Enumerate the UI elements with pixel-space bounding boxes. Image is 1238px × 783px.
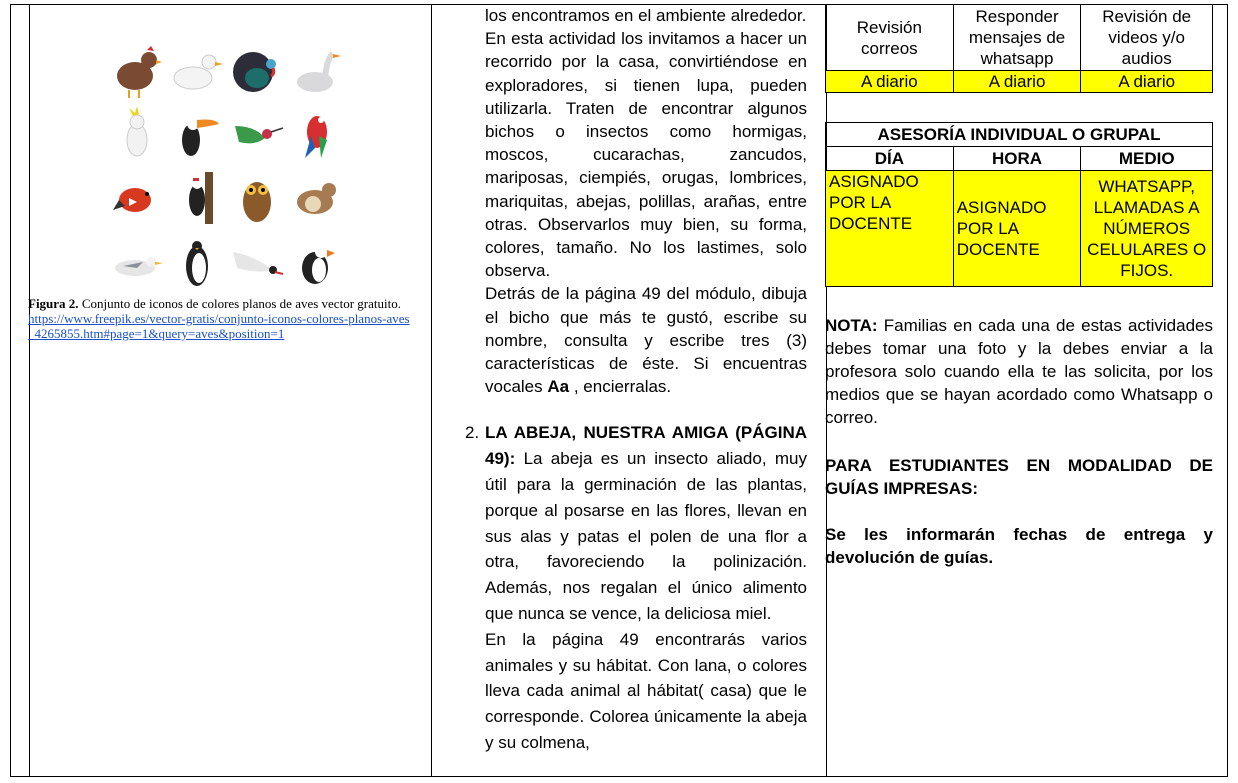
cockatoo-icon <box>109 106 165 162</box>
paragraph-text: , encierralas. <box>569 377 672 397</box>
column-divider <box>29 5 30 776</box>
puffin-icon <box>289 234 345 290</box>
woodpecker-icon <box>169 170 225 226</box>
crossbill-icon <box>109 170 165 226</box>
column-divider <box>431 5 432 776</box>
advisory-table <box>825 122 1213 287</box>
schedule-table <box>825 4 1213 93</box>
advisory-medium: WHATSAPP, LLAMADAS A NÚMEROS CELULARES O FIJOS. <box>1081 171 1213 287</box>
schedule-value: A diario <box>1081 71 1213 93</box>
hen-icon <box>109 44 165 100</box>
note <box>825 314 1213 429</box>
tern-icon <box>229 234 285 290</box>
paragraph: En la página 49 encontrarás varios animales y su hábitat. Con lana, o colores lleva cada animal al hábitat( casa) que le corresponde. Colorea únicamente la abeja y su colmena, <box>485 629 807 753</box>
paragraph: En esta actividad los invitamos a hacer un recorrido por la casa, convirtiéndose en exploradores, si tienen lupa, pueden utilizarla. Traten de encontrar algunos bichos o insectos como hormigas, moscos, cucarachas, zancudos, mariposas, ciempiés, orugas, lombrices, mariquitas, abejas, polillas, arañas, entre otras. Observarlos muy bien, su forma, colores, tamaño. No los lastimes, solo observa. <box>485 29 807 281</box>
paragraph-text: Detrás de la página 49 del módulo, dibuja el bicho que más te gustó, escribe su nombre, consulta y escribe tres (3) características de éste. Si encuentras vocales <box>485 284 807 397</box>
item-title: LA ABEJA, NUESTRA AMIGA (PÁGINA 49): <box>485 423 807 469</box>
list-item <box>465 420 807 626</box>
figure-caption-text: Conjunto de iconos de colores planos de aves vector gratuito. <box>81 296 401 311</box>
vowels-highlight: Aa <box>547 377 570 397</box>
hummingbird-icon <box>229 106 285 162</box>
paragraph: los encontramos en el ambiente alrededor. <box>485 6 807 25</box>
advisory-header: HORA <box>953 147 1081 171</box>
goose-icon <box>289 44 345 100</box>
schedule-value: A diario <box>953 71 1081 93</box>
note-text: Familias en cada una de estas actividades debes tomar una foto y la debes enviar a la profesora solo cuando ella te las solicita, por los medios que se hayan acordado como Whatsapp o correo. <box>825 316 1213 427</box>
schedule-header: Responder mensajes de whatsapp <box>953 5 1081 71</box>
owl-icon <box>229 170 285 226</box>
schedule-header: Revisión de videos y/o audios <box>1081 5 1213 71</box>
list-number: 2. <box>465 423 480 443</box>
figure-source-link[interactable]: https://www.freepik.es/vector-gratis/conjunto-iconos-colores-planos-aves_4265855.htm#page=1&query=aves&position=1 <box>28 311 410 341</box>
activity-text <box>465 4 807 756</box>
advisory-hour: ASIGNADO POR LA DOCENTE <box>953 171 1081 287</box>
duck-icon <box>169 44 225 100</box>
turkey-icon <box>229 44 285 100</box>
advisory-day: ASIGNADO POR LA DOCENTE <box>826 171 954 287</box>
birds-illustration <box>103 42 353 294</box>
macaw-icon <box>289 106 345 162</box>
item-text: La abeja es un insecto aliado, muy útil para la germinación de las plantas, porque al posarse en las flores, llevan en sus alas y patas el polen de una flor a otra, favoreciendo la polinización. Además, nos regalan el único alimento que nunca se vence, la deliciosa miel. <box>485 449 807 624</box>
penguin-icon <box>169 234 225 290</box>
advisory-title: ASESORÍA INDIVIDUAL O GRUPAL <box>826 123 1213 147</box>
printed-guides-heading: PARA ESTUDIANTES EN MODALIDAD DE GUÍAS IMPRESAS: <box>825 456 1213 498</box>
paragraph <box>485 282 807 398</box>
seagull-icon <box>109 234 165 290</box>
delivery-dates-note: Se les informarán fechas de entrega y devolución de guías. <box>825 525 1213 567</box>
thrush-icon <box>289 170 345 226</box>
advisory-header: DÍA <box>826 147 954 171</box>
toucan-icon <box>169 106 225 162</box>
note-label: NOTA: <box>825 316 878 335</box>
advisory-header: MEDIO <box>1081 147 1213 171</box>
schedule-value: A diario <box>826 71 954 93</box>
figure-caption <box>28 296 413 341</box>
schedule-header: Revisión correos <box>826 5 954 71</box>
figure-label: Figura 2. <box>28 296 79 311</box>
